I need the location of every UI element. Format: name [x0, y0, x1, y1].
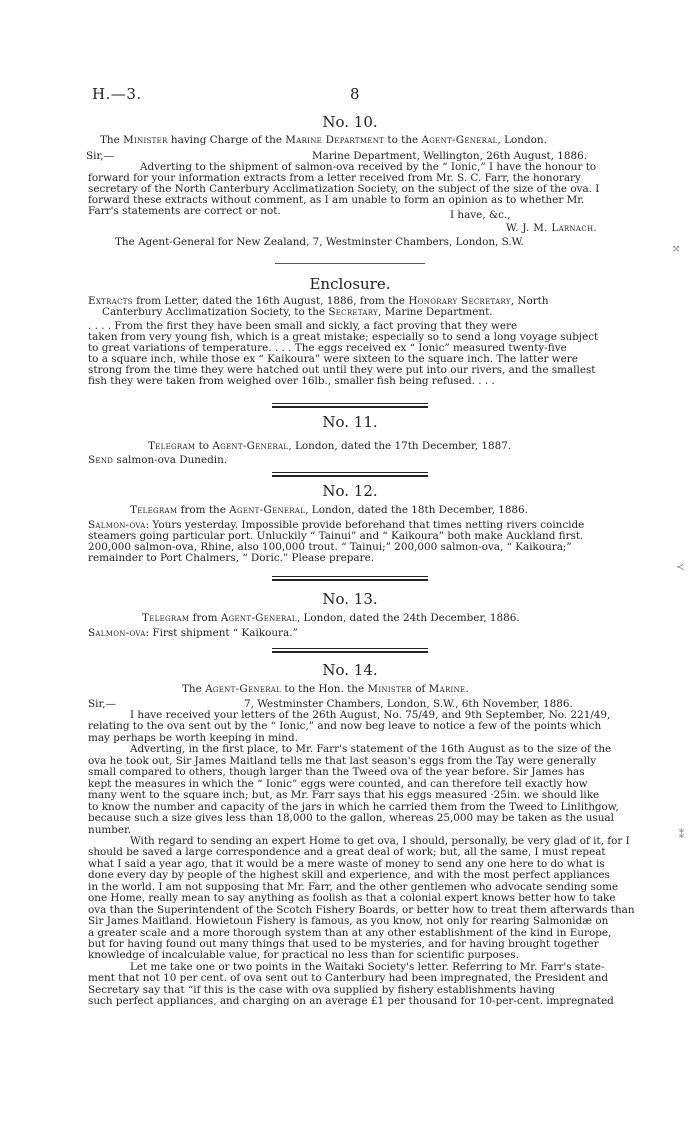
text-segment: from [189, 612, 221, 624]
text-segment: to the Hon. the [281, 683, 368, 695]
text-segment: having Charge of the [167, 134, 286, 146]
divider [272, 648, 428, 653]
text-segment: , London, dated the 18th December, 1886. [305, 504, 528, 516]
text-segment: Extracts [88, 295, 133, 307]
text-segment: , London, dated the 17th December, 1887. [288, 440, 512, 452]
text-segment: . [465, 683, 469, 695]
report-code: H.—3. [92, 85, 142, 103]
no14-body-line: Let me take one or two points in the Waitaki Society's letter. Referring to Mr. Farr's state- [130, 960, 605, 973]
text-segment: , London. [497, 134, 547, 146]
text-segment: , Marine Department. [378, 306, 493, 318]
no14-body-line: I have received your letters of the 26th August, No. 75/49, and 9th September, No. 221/49, [130, 709, 611, 721]
text-segment: from the [177, 504, 230, 516]
margin-mark: ⤲ [672, 244, 681, 255]
no10-route [100, 135, 547, 146]
divider [272, 472, 428, 477]
enclosure-body-line: fish they were taken from weighed over 16lb., smaller fish being refused. . . . [88, 375, 495, 387]
text-segment: , London, dated the 24th December, 1886. [296, 612, 520, 624]
section-title-no14: No. 14. [322, 661, 378, 679]
text-segment: Canterbury Acclimatization Society, to the [102, 306, 329, 318]
no11-message-label: Send [88, 454, 114, 466]
divider [272, 403, 428, 408]
text-segment: Secretary [328, 306, 379, 318]
no14-body-line: With regard to sending an expert Home to get ova, I should, personally, be very glad of it, for I [130, 834, 630, 847]
section-title-no11: No. 11. [322, 413, 378, 431]
no13-message-text: : First shipment “ Kaikoura.” [145, 627, 298, 639]
no12-message-text: : Yours yesterday. Impossible provide beforehand that times netting rivers coincide [145, 519, 585, 531]
text-segment: Telegram [142, 612, 190, 624]
enclosure-body-line: taken from very young fish, which is a great mistake; especially so to send a long voyage subject [88, 331, 599, 343]
no14-body-line: because such a size gives less than 18,000 to the gallon, whereas 25,000 may be taken as the usual [88, 812, 614, 825]
no12-message-line: steamers going particular port. Unluckily “ Tainui” and “ Kaikoura” both make Auckland first. [88, 530, 584, 542]
text-segment: to [195, 440, 213, 452]
text-segment: Telegram [130, 504, 178, 516]
section-title-no13: No. 13. [322, 590, 378, 608]
no14-salutation: Sir,— [88, 698, 116, 710]
no14-body-line: a greater scale and a more thorough system than at any other establishment of the kind in Europe, [88, 926, 612, 939]
no14-body-line: what I said a year ago, that it would be a mere waste of money to send any one here to do what is [88, 857, 605, 870]
no11-route [148, 441, 511, 452]
no13-route [142, 613, 520, 624]
no14-body-line: number. [88, 823, 132, 836]
no11-message [88, 455, 227, 466]
no13-message-label: Salmon-ova [88, 627, 146, 639]
text-segment: Telegram [148, 440, 196, 452]
no10-body-line: secretary of the North Canterbury Acclimatization Society, on the subject of the size of the ova. I [88, 183, 600, 195]
section-title-enclosure: Enclosure. [309, 275, 391, 293]
enclosure-body-line: strong from the time they were hatched out until they were put into our rivers, and the smallest [88, 364, 596, 376]
text-segment: Honorary Secretary [408, 295, 511, 307]
no13-message [88, 628, 298, 639]
no14-body-line: ment that not 10 per cent. of ova sent out to Canterbury had been impregnated, the President and [88, 972, 609, 985]
text-segment: Agent-General [229, 504, 306, 516]
no14-body-line: one Home, really mean to say anything as foolish as that a colonial expert knows better how to take [88, 892, 616, 905]
no10-salutation: Sir,— [86, 150, 114, 162]
no14-body-line: such perfect appliances, and charging on an average £1 per thousand for 10-per-cent. impregnated [88, 995, 614, 1008]
no14-body-line: should be saved a large correspondence and a great deal of work; but, all the same, I must repeat [88, 846, 606, 859]
no14-body-line: relating to the ova sent out by the “ Ionic,” and now beg leave to notice a few of the points which [88, 720, 602, 733]
no12-message-line: 200,000 salmon-ova, Rhine, also 100,000 trout. “ Tainui;” 200,000 salmon-ova, “ Kaikoura;” [88, 541, 572, 553]
enclosure-body-line: to a square inch, while those ex “ Kaikoura” were sixteen to the square inch. The latter were [88, 353, 578, 365]
text-segment: , North [510, 295, 549, 307]
no14-body-line: done every day by people of the highest skill and experience, and with the most perfect appliances [88, 869, 610, 882]
text-segment: Minister [123, 134, 168, 146]
text-segment: Minister [367, 683, 412, 695]
text-segment: to the [384, 134, 422, 146]
no14-body-line: may perhaps be worth keeping in mind. [88, 731, 298, 744]
no12-route [130, 505, 528, 516]
section-title-no12: No. 12. [322, 482, 378, 500]
no14-body-line: but for having found out many things that used to be mysteries, and for having brought together [88, 938, 599, 950]
text-segment: The [100, 134, 124, 146]
no14-body-line: to know the number and capacity of the jars in which he carried them from the Tweed to Linlithgow, [88, 800, 619, 813]
no14-body-line: knowledge of incalculable value, for practical no less than for scientific purposes. [88, 949, 519, 962]
margin-mark: ≺ [676, 562, 685, 573]
text-segment: Marine [428, 683, 466, 695]
no10-body-line: Farr's statements are correct or not. [88, 205, 281, 217]
no14-body-line: kept the measures in which the “ Ionic” eggs were counted, and can therefore tell exactly how [88, 777, 588, 790]
text-segment: Agent-General [421, 134, 498, 146]
no10-body-line: forward these extracts without comment, as I am unable to form an opinion as to whether Mr. [88, 194, 585, 206]
no10-body-line: forward for your information extracts from a letter received from Mr. S. C. Farr, the honorary [88, 172, 581, 184]
no12-message-line: remainder to Port Chalmers, “ Doric.” Please prepare. [88, 552, 375, 564]
no14-route [182, 684, 469, 695]
no10-address: The Agent-General for New Zealand, 7, Westminster Chambers, London, S.W. [115, 236, 524, 248]
page-number: 8 [350, 85, 360, 103]
no14-body-line: in the world. I am not supposing that Mr. Farr, and the other gentlemen who advocate sending some [88, 880, 619, 893]
text-segment: Agent-General [220, 612, 297, 624]
margin-mark: ⁑ [679, 830, 684, 841]
no14-body-line: small compared to others, though larger than the Tweed ova of the year before. Sir James has [88, 766, 585, 779]
no14-body-line: ova he took out, Sir James Maitland tells me that last season's eggs from the Tay were generally [88, 754, 597, 767]
text-segment: Agent-General [205, 683, 282, 695]
no14-place-date: 7, Westminster Chambers, London, S.W., 6th November, 1886. [244, 698, 573, 710]
text-segment: Agent-General [212, 440, 289, 452]
no10-signature: W. J. M. Larnach. [506, 222, 597, 234]
divider [272, 576, 428, 581]
text-segment: of [411, 683, 429, 695]
enclosure-heading [102, 307, 493, 318]
no14-body-line: many went to the square inch; but, as Mr. Farr says that his eggs measured ·25in. we should like [88, 789, 600, 802]
no14-body-line: Secretary say that “if this is the case with ova supplied by fishery establishments having [88, 983, 555, 996]
section-title-no10: No. 10. [322, 113, 378, 131]
no11-message-text: salmon-ova Dunedin. [116, 454, 228, 466]
no14-body-line: Sir James Maitland. Howietoun Fishery is famous, as you know, not only for rearing Salmonidæ on [88, 915, 609, 928]
no14-body-line: Adverting, in the first place, to Mr. Farr's statement of the 16th August as to the size of the [130, 743, 612, 756]
text-segment: from Letter, dated the 16th August, 1886, from the [132, 295, 409, 307]
no10-place-date: Marine Department, Wellington, 26th August, 1886. [312, 150, 588, 162]
enclosure-body-line: . . . . From the first they have been small and sickly, a fact proving that they were [88, 320, 518, 332]
no10-body-line: Adverting to the shipment of salmon-ova received by the “ Ionic,” I have the honour to [140, 161, 597, 173]
text-segment: Marine Department [285, 134, 385, 146]
divider [275, 263, 425, 264]
text-segment: The [182, 683, 206, 695]
no14-body-line: ova than the Superintendent of the Scotch Fishery Boards, or better how to treat them afterwards than [88, 903, 635, 916]
enclosure-body-line: to great variations of temperature. . . . The eggs received ex “ Ionic” measured twenty-five [88, 342, 567, 354]
no12-message-label: Salmon-ova [88, 519, 146, 531]
no10-closing: I have, &c., [450, 209, 511, 221]
